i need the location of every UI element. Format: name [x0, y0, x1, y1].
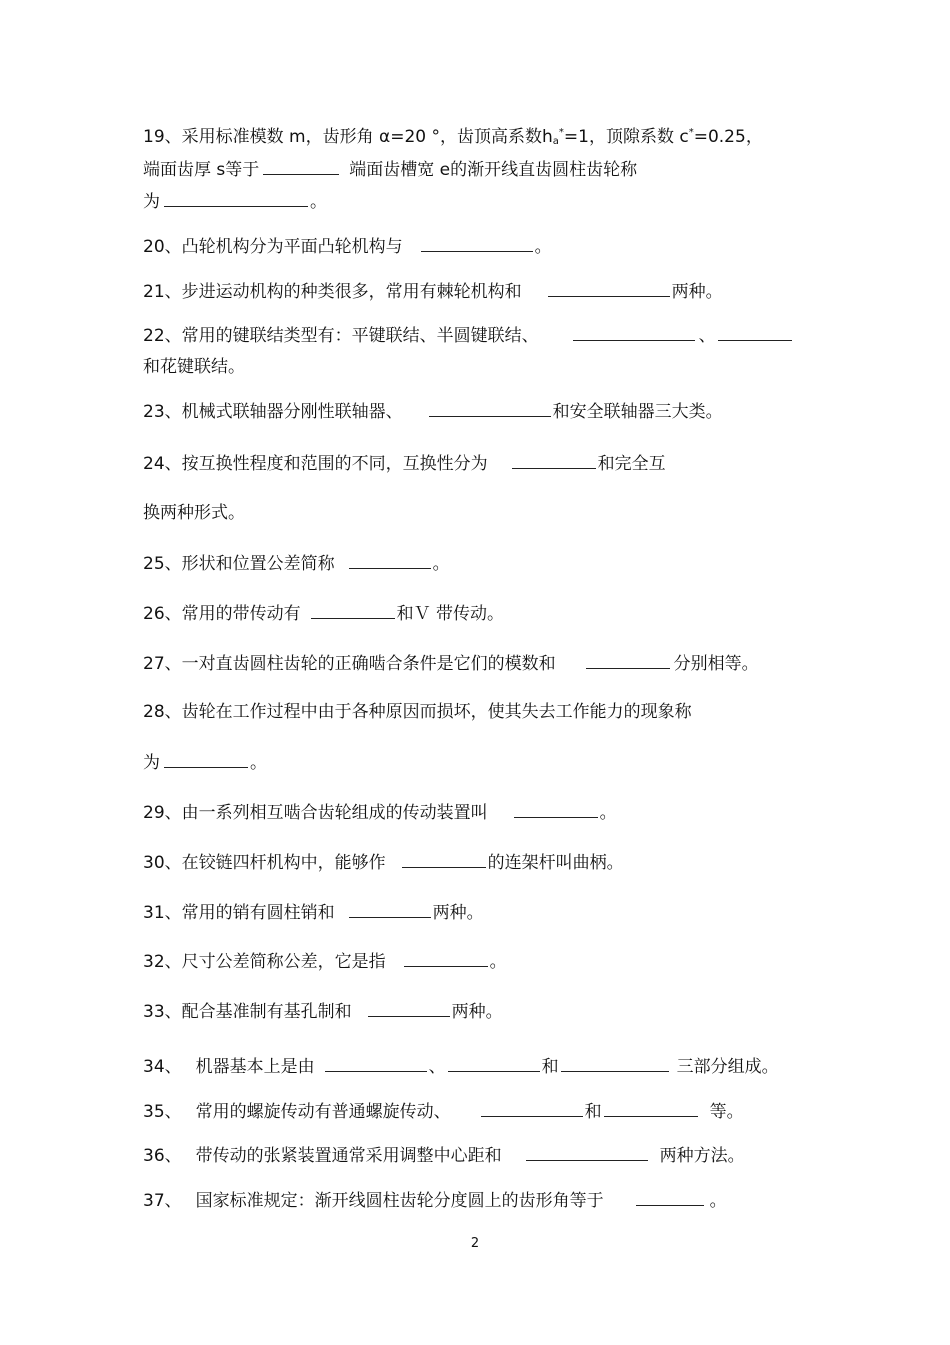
q19-line2-b: 端面齿槽宽 e的渐开线直齿圆柱齿轮称: [349, 160, 638, 180]
q22-blank-1: [573, 324, 695, 341]
q30-end: 的连架杆叫曲柄。: [487, 853, 624, 873]
q32-text: 32、尺寸公差简称公差，它是指: [143, 952, 386, 972]
q19-text-a: 19、采用标准模数 m，齿形角 α=20 °，齿顶高系数h: [143, 127, 553, 147]
q27-text: 27、一对直齿圆柱齿轮的正确啮合条件是它们的模数和: [143, 654, 556, 674]
q31-blank: [349, 901, 431, 918]
q19-line2-a: 端面齿厚 s等于: [143, 160, 260, 180]
question-28-line1: [143, 701, 692, 723]
q36-blank: [526, 1144, 648, 1161]
question-19-line1: [143, 126, 763, 151]
q37-num: 37、: [143, 1191, 182, 1211]
q24-text: 24、按互换性程度和范围的不同，互换性分为: [143, 454, 488, 474]
q19-sup2: *: [688, 127, 694, 138]
q19-line3-a: 为: [143, 192, 160, 212]
question-30: [143, 851, 624, 874]
q37-text: 国家标准规定：渐开线圆柱齿轮分度圆上的齿形角等于: [195, 1191, 604, 1211]
q21-end: 两种。: [671, 282, 723, 302]
q35-sep: 和: [584, 1102, 602, 1122]
q35-text: 常用的螺旋传动有普通螺旋传动、: [195, 1102, 451, 1122]
question-31: [143, 901, 484, 924]
q29-blank: [514, 801, 598, 818]
q32-blank: [404, 950, 488, 967]
q22-text: 22、常用的键联结类型有：平键联结、半圆键联结、: [143, 326, 539, 346]
q33-text: 33、配合基准制有基孔制和: [143, 1002, 352, 1022]
q35-blank-1: [481, 1100, 583, 1117]
q19-sub-a: a: [552, 136, 559, 147]
q19-text-c: =0.25，: [693, 127, 763, 147]
question-24-line2: [143, 502, 245, 524]
q34-sep2: 和: [541, 1057, 559, 1077]
q20-blank: [421, 235, 533, 252]
question-22-line2: [143, 356, 245, 378]
q28-blank: [164, 751, 248, 768]
q37-end: 。: [709, 1191, 727, 1211]
question-33: [143, 1000, 503, 1023]
q25-end: 。: [432, 554, 450, 574]
q36-num: 36、: [143, 1146, 182, 1166]
q26-blank: [311, 602, 395, 619]
q26-text: 26、常用的带传动有: [143, 604, 301, 624]
question-19-line3: [143, 190, 327, 213]
q34-blank-1: [325, 1055, 427, 1072]
q21-text: 21、步进运动机构的种类很多，常用有棘轮机构和: [143, 282, 522, 302]
question-26: [143, 602, 504, 625]
q30-text: 30、在铰链四杆机构中，能够作: [143, 853, 386, 873]
page-number: 2: [470, 1236, 480, 1251]
question-32: [143, 950, 507, 973]
question-19-line2: [143, 158, 637, 181]
q30-blank: [402, 851, 486, 868]
q24-blank: [512, 452, 596, 469]
q22-sep: 、: [698, 326, 716, 346]
question-36: [143, 1144, 745, 1167]
q25-blank: [349, 552, 431, 569]
q28-line2-a: 为: [143, 753, 160, 773]
q35-blank-2: [604, 1100, 698, 1117]
q34-blank-2: [448, 1055, 540, 1072]
q24-end: 和完全互: [597, 454, 666, 474]
q20-text: 20、凸轮机构分为平面凸轮机构与: [143, 237, 403, 257]
q34-text: 机器基本上是由: [195, 1057, 315, 1077]
q36-end: 两种方法。: [659, 1146, 745, 1166]
q27-end: 分别相等。: [673, 654, 759, 674]
q29-end: 。: [599, 803, 617, 823]
question-25: [143, 552, 450, 575]
q28-line2-b: 。: [250, 753, 267, 773]
q33-end: 两种。: [451, 1002, 503, 1022]
q23-blank: [429, 400, 551, 417]
q23-text: 23、机械式联轴器分刚性联轴器、: [143, 402, 403, 422]
q19-blank-1: [263, 158, 339, 175]
question-23: [143, 400, 723, 423]
q31-end: 两种。: [432, 903, 484, 923]
q32-end: 。: [489, 952, 507, 972]
question-37: [143, 1189, 727, 1212]
q19-blank-2: [164, 190, 308, 207]
q22-blank-2: [718, 324, 792, 341]
q35-end: 等。: [709, 1102, 744, 1122]
q24-line2: 换两种形式。: [143, 503, 245, 523]
question-35: [143, 1100, 744, 1123]
q28-text: 28、齿轮在工作过程中由于各种原因而损坏，使其失去工作能力的现象称: [143, 702, 692, 722]
q26-end: 和Ｖ 带传动。: [396, 604, 505, 624]
q34-num: 34、: [143, 1057, 182, 1077]
q22-line2: 和花键联结。: [143, 357, 245, 377]
question-20: [143, 235, 552, 258]
q37-blank: [636, 1189, 704, 1206]
question-24-line1: [143, 452, 666, 475]
question-22-line1: [143, 324, 792, 347]
q29-text: 29、由一系列相互啮合齿轮组成的传动装置叫: [143, 803, 488, 823]
q36-text: 带传动的张紧装置通常采用调整中心距和: [195, 1146, 502, 1166]
q25-text: 25、形状和位置公差简称: [143, 554, 335, 574]
q19-text-b: =1，顶隙系数 c: [563, 127, 689, 147]
q23-end: 和安全联轴器三大类。: [552, 402, 723, 422]
q21-blank: [548, 280, 670, 297]
q20-end: 。: [534, 237, 552, 257]
q34-sep1: 、: [428, 1057, 446, 1077]
q19-sup1: *: [558, 127, 564, 138]
question-21: [143, 280, 723, 303]
q27-blank: [586, 652, 670, 669]
q33-blank: [368, 1000, 450, 1017]
q31-text: 31、常用的销有圆柱销和: [143, 903, 335, 923]
question-27: [143, 652, 759, 675]
q35-num: 35、: [143, 1102, 182, 1122]
q19-line3-b: 。: [310, 192, 327, 212]
question-34: [143, 1055, 779, 1078]
q34-end: 三部分组成。: [676, 1057, 779, 1077]
q34-blank-3: [561, 1055, 669, 1072]
question-28-line2: [143, 751, 267, 774]
question-29: [143, 801, 617, 824]
